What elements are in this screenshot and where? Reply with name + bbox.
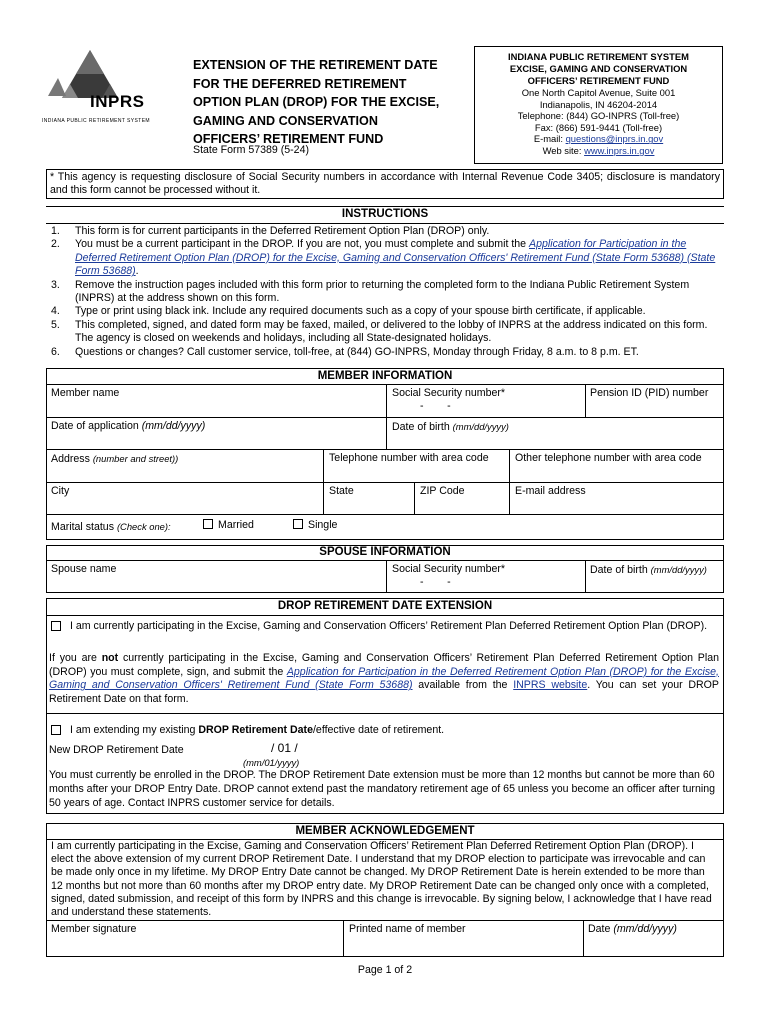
spouse-dob-field[interactable]: [590, 563, 707, 577]
email-field[interactable]: E-mail address: [515, 485, 586, 497]
telephone-field[interactable]: Telephone number with area code: [329, 452, 489, 464]
drop-extension-title: DROP RETIREMENT DATE EXTENSION: [277, 600, 493, 612]
agency-website-link[interactable]: www.inprs.in.gov: [584, 144, 655, 156]
address-field[interactable]: [51, 452, 178, 466]
title-line: FOR THE DEFERRED RETIREMENT: [193, 76, 407, 91]
agency-address: One North Capitol Avenue, Suite 001: [521, 87, 676, 98]
item-number: 2.: [51, 238, 60, 251]
dob-label: Date of birth: [392, 421, 453, 433]
single-label: Single: [308, 519, 338, 531]
pid-field[interactable]: Pension ID (PID) number: [590, 387, 709, 399]
agency-name: EXCISE, GAMING AND CONSERVATION: [509, 63, 688, 74]
agency-name: OFFICERS’ RETIREMENT FUND: [527, 75, 670, 86]
marital-hint: (Check one):: [116, 521, 171, 532]
member-signature-field[interactable]: Member signature: [51, 923, 137, 935]
new-drop-date-label: New DROP Retirement Date: [49, 744, 184, 756]
other-telephone-field[interactable]: Other telephone number with area code: [515, 452, 702, 464]
agency-fax: Fax: (866) 591-9441 (Toll-free): [534, 121, 663, 133]
address-hint: (number and street)): [92, 453, 179, 464]
agency-email-link[interactable]: questions@inprs.in.gov: [565, 133, 664, 145]
spouse-info-title: SPOUSE INFORMATION: [319, 546, 451, 558]
web-label: Web site:: [542, 144, 585, 156]
spouse-ssn-label: Social Security number*: [392, 563, 506, 575]
instructions-list: [51, 225, 717, 359]
date-label: Date: [588, 923, 614, 935]
para-text: available from the: [412, 679, 514, 692]
date-format-hint: (mm/dd/yyyy): [650, 564, 707, 575]
date-of-application-field[interactable]: [51, 420, 205, 433]
instruction-text: This form is for current participants in the Deferred Retirement Option Plan (DROP) only.: [75, 225, 490, 237]
date-format-hint: (mm/dd/yyyy): [141, 420, 206, 432]
title-line: OPTION PLAN (DROP) FOR THE EXCISE,: [193, 95, 440, 110]
member-info-title: MEMBER INFORMATION: [317, 370, 453, 382]
drop-application-link[interactable]: Application for Participation in the Deferred Retirement Option Plan (DROP) for the Excise, Gaming and Conservation Officers' Retirement Fund (State Form 53688): [49, 665, 719, 692]
instruction-item: [51, 305, 717, 318]
instruction-text: This completed, signed, and dated form may be faxed, mailed, or delivered to the lobby of INPRS at the address indicated on this form. The agency is closed on weekends and holidays, including all State-designated holidays.: [75, 318, 708, 345]
instructions-title: INSTRUCTIONS: [341, 208, 429, 220]
member-dob-field[interactable]: [392, 420, 509, 434]
date-app-label: Date of application: [51, 420, 142, 432]
city-field[interactable]: City: [51, 485, 70, 497]
instruction-item: [51, 238, 717, 278]
label-text: /effective date of retirement.: [312, 724, 445, 736]
member-name-field[interactable]: Member name: [51, 387, 120, 399]
currently-participating-label: I am currently participating in the Excise, Gaming and Conservation Officers’ Retirement Plan Deferred Retirement Option Plan (DROP).: [70, 620, 708, 632]
label-text: I am extending my existing: [70, 724, 199, 736]
marital-label: Marital status: [51, 521, 117, 533]
instruction-text: Remove the instruction pages included with this form prior to returning the completed form to the Indiana Public Retirement System (INPRS) at the address shown on this form.: [75, 278, 690, 305]
state-form-number: State Form 57389 (5-24): [193, 144, 309, 156]
instruction-item: [51, 319, 717, 346]
acknowledgement-text: I am currently participating in the Excise, Gaming and Conservation Officers’ Retirement Plan Deferred Retirement Option Plan (DROP). I elect the above extension of my current DROP Retirement Date. I understand that my DROP election to participate was irrevocable and can be made only once in my lifetime. My DROP Entry Date cannot be changed. My DROP Retirement Date is herein extended to be more than 12 months but not more than 60 months after my DROP entry date. My DROP Retirement Date can be changed only once with a completed, signed, dated submission, and receipt of this form by INPRS and this change is irrevocable. By signing below, I acknowledge that I have read and understand these statements.: [51, 840, 712, 919]
item-number: 1.: [51, 225, 60, 237]
spouse-name-field[interactable]: Spouse name: [51, 563, 117, 575]
date-format-hint: (mm/dd/yyyy): [613, 923, 677, 935]
agency-name: INDIANA PUBLIC RETIREMENT SYSTEM: [508, 51, 689, 62]
spouse-ssn-field[interactable]: - -: [420, 576, 451, 588]
new-drop-date-hint: (mm/01/yyyy): [243, 757, 300, 768]
drop-extension-note: You must currently be enrolled in the DROP. The DROP Retirement Date extension must be more than 12 months but cannot be more than 60 months after your DROP Entry Date. DROP cannot extend past the mandatory retirement age of 65 unless you become an officer after turning 50 years of age. Contact INPRS customer service for details.: [49, 769, 715, 810]
para-text: . You can set your DROP Retirement Date on that form.: [49, 679, 719, 705]
inprs-website-link[interactable]: INPRS website: [513, 679, 588, 692]
instruction-text: .: [135, 265, 139, 278]
ssn-notice: * This agency is requesting disclosure of Social Security numbers in accordance with Internal Revenue Code 3405; disclosure is mandatory and this form cannot be processed without it.: [50, 171, 720, 197]
married-checkbox[interactable]: [203, 519, 213, 529]
logo-tagline: INDIANA PUBLIC RETIREMENT SYSTEM: [42, 118, 151, 124]
single-checkbox[interactable]: [293, 519, 303, 529]
item-number: 3.: [51, 278, 60, 291]
acknowledgement-title: MEMBER ACKNOWLEDGEMENT: [295, 825, 475, 837]
drop-application-link[interactable]: Application for Participation in the Deferred Retirement Option Plan (DROP) for the Excise, Gaming and Conservation Officers' Retirement Fund (State Form 53688) (State Form 53688): [75, 238, 716, 278]
title-line: OFFICERS’ RETIREMENT FUND: [193, 132, 384, 147]
zip-field[interactable]: ZIP Code: [420, 485, 465, 497]
instruction-item: [51, 346, 717, 359]
extending-retirement-date-checkbox[interactable]: [51, 725, 61, 735]
printed-name-field[interactable]: Printed name of member: [349, 923, 466, 935]
para-text: If you are: [49, 652, 102, 664]
item-number: 6.: [51, 345, 60, 358]
inprs-logo: [38, 48, 164, 128]
page-number: Page 1 of 2: [357, 964, 413, 976]
member-ssn-label: Social Security number*: [392, 387, 506, 399]
not-participating-paragraph: [49, 652, 719, 706]
agency-contact-box: [474, 46, 723, 164]
state-field[interactable]: State: [329, 485, 354, 497]
item-number: 4.: [51, 305, 60, 318]
agency-city: Indianapolis, IN 46204-2014: [539, 98, 658, 110]
para-text: currently participating in the Excise, Gaming and Conservation Officers’ Retirement Plan Deferred Retirement Option Plan (DROP) you must complete, sign, and submit the: [49, 652, 720, 678]
ssn-notice-box: [46, 169, 724, 199]
title-line: EXTENSION OF THE RETIREMENT DATE: [193, 58, 438, 72]
item-number: 5.: [51, 318, 60, 331]
address-label: Address: [51, 453, 93, 465]
label-emphasis: DROP Retirement Date: [198, 724, 313, 736]
extending-retirement-date-label: [70, 724, 444, 738]
title-line: GAMING AND CONSERVATION: [193, 113, 378, 128]
logo-text: INPRS: [90, 92, 145, 111]
instruction-text: Questions or changes? Call customer service, toll-free, at (844) GO-INPRS, Monday through Friday, 8 a.m. to 8 p.m. ET.: [75, 345, 639, 358]
para-emphasis: not: [101, 652, 119, 664]
agency-telephone: Telephone: (844) GO-INPRS (Toll-free): [517, 110, 680, 122]
signature-date-field[interactable]: [588, 923, 677, 936]
date-format-hint: (mm/dd/yyyy): [452, 421, 509, 432]
form-title: [193, 56, 439, 149]
currently-participating-checkbox[interactable]: [51, 621, 61, 631]
email-label: E-mail:: [533, 133, 566, 145]
instruction-text: You must be a current participant in the DROP. If you are not, you must complete and submit the: [75, 238, 530, 251]
instruction-item: [51, 225, 717, 238]
member-ssn-field[interactable]: - -: [420, 400, 451, 412]
triangle-logo-icon: [38, 48, 164, 128]
instruction-text: Type or print using black ink. Include any required documents such as a copy of your spouse birth certificate, if applicable.: [75, 305, 646, 318]
instruction-item: [51, 279, 717, 306]
marital-status-label: [51, 520, 171, 534]
new-drop-date-field[interactable]: / 01 /: [271, 741, 298, 755]
married-label: Married: [218, 519, 254, 531]
spouse-dob-label: Date of birth: [590, 564, 651, 576]
